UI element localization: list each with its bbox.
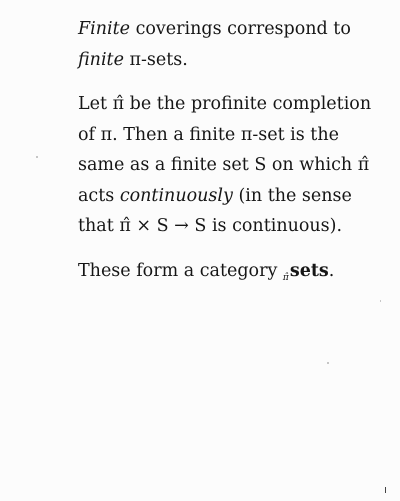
line-text: (in the sense <box>232 185 352 206</box>
scan-speck <box>380 300 381 302</box>
text-line <box>78 256 388 294</box>
text-line <box>78 181 388 212</box>
line-text: acts <box>78 185 120 206</box>
line-text: coverings correspond to <box>130 19 351 39</box>
scan-speck <box>36 156 38 158</box>
scan-speck <box>327 362 329 364</box>
text-line: that π̂ × S → S is continuous). <box>78 216 343 236</box>
category-subscript: π̂ <box>282 272 289 283</box>
emphasis-finite: finite <box>78 49 124 70</box>
paragraph-category <box>78 256 388 294</box>
paragraph-finite-coverings <box>78 14 388 75</box>
emphasis-finite: Finite <box>78 19 130 39</box>
scan-edge-mark <box>385 487 386 493</box>
text-line: same as a finite set S on which π̂ <box>78 155 370 175</box>
text-line: Let π̂ be the profinite completion <box>78 94 372 114</box>
line-text: . <box>328 260 335 281</box>
line-text: These form a category <box>78 260 283 281</box>
paragraph-profinite-completion <box>78 89 388 242</box>
text-line <box>78 45 388 76</box>
category-name: sets <box>289 260 329 281</box>
text-line <box>78 14 388 45</box>
text-line: of π. Then a finite π-set is the <box>78 124 339 145</box>
slide-body <box>78 14 388 307</box>
emphasis-continuously: continuously <box>119 185 233 206</box>
line-text: π-sets. <box>123 49 188 70</box>
